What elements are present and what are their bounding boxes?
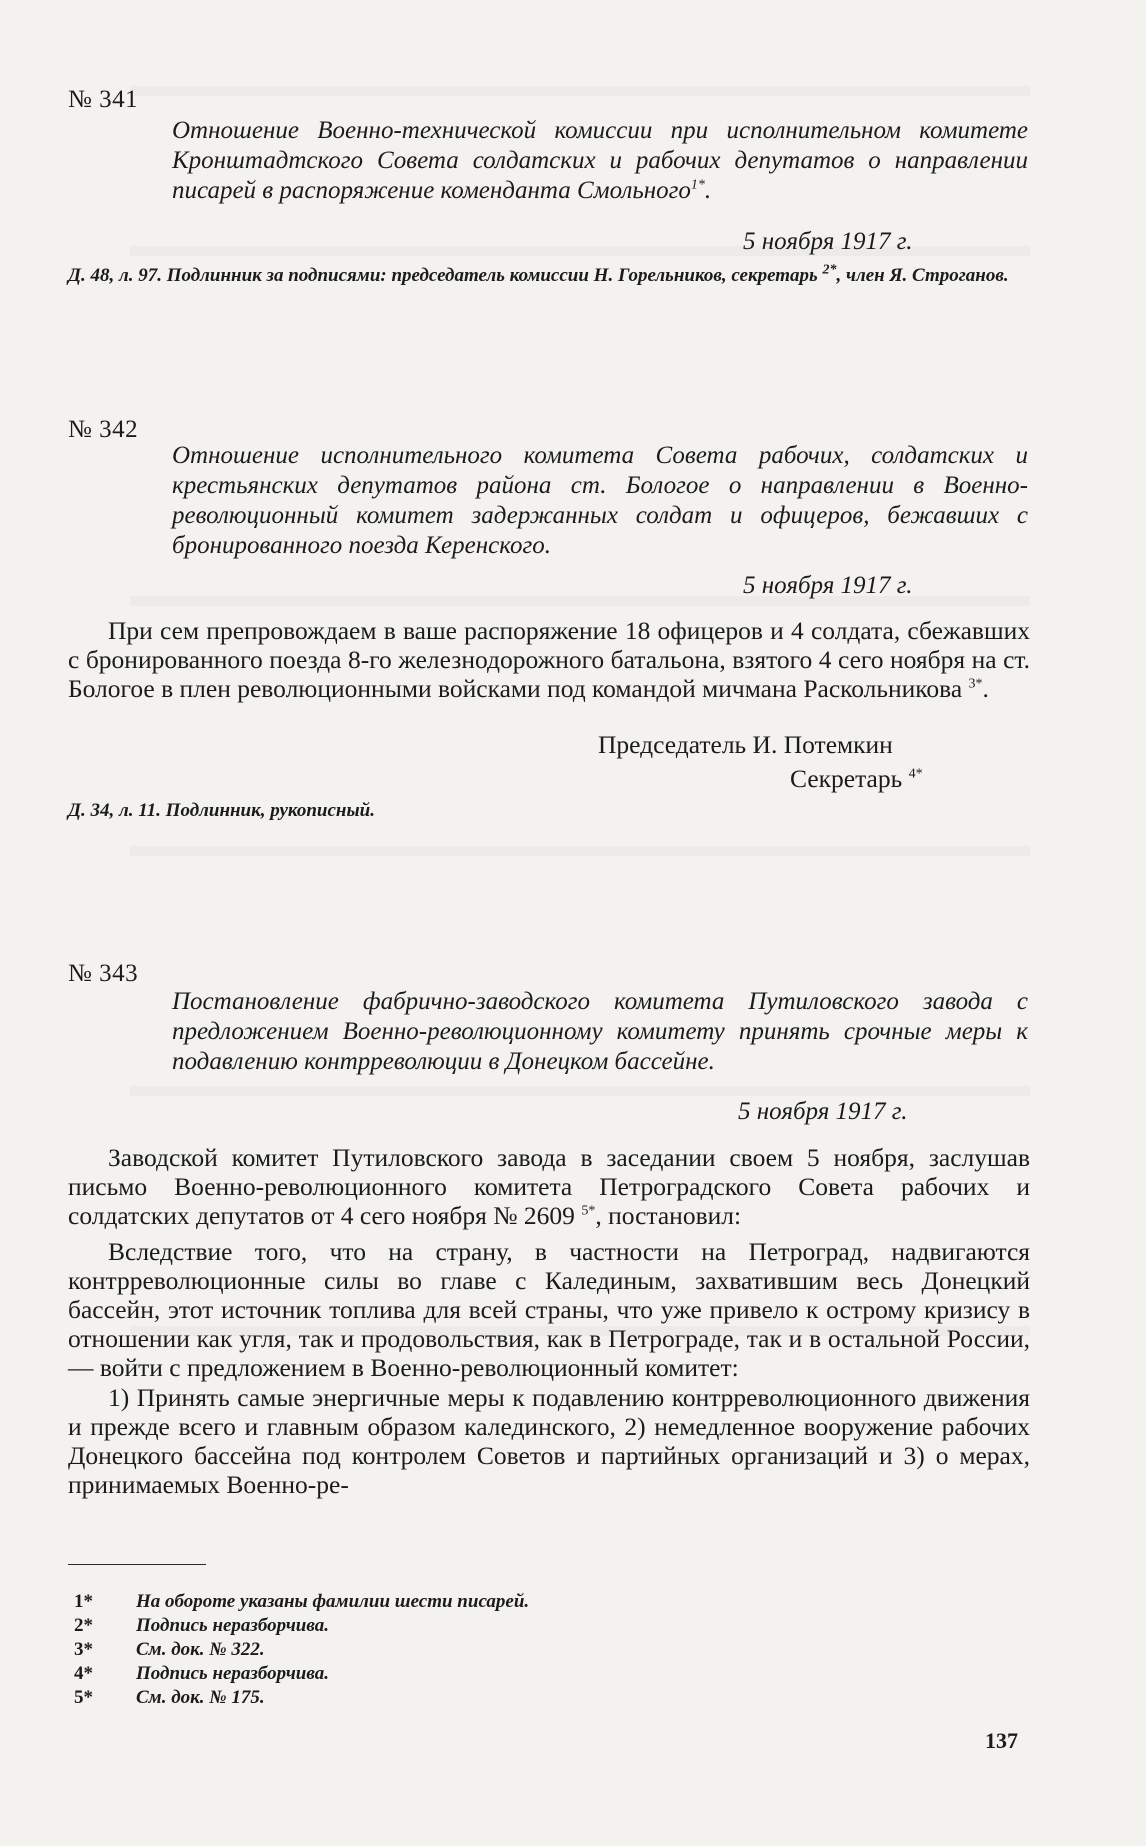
document-title: Отношение исполнительного комитета Совета рабочих, солдатских и крестьянских депутатов района ст. Бологое о направлении в Военно-революционный комитет задержанных солдат и офицеров, бежавших с бронированного поезда Керенского. xyxy=(172,442,1028,559)
bleed-through-line xyxy=(130,846,1030,856)
footnote-ref: 5* xyxy=(581,1203,596,1219)
bleed-through-line xyxy=(130,1086,1030,1096)
source-end: , член Я. Строганов. xyxy=(836,265,1009,286)
footnote-text: См. док. № 175. xyxy=(136,1687,265,1708)
signature-chairman: Председатель И. Потемкин xyxy=(598,730,893,759)
source-text: Д. 48, л. 97. Подлинник за подписями: председатель комиссии Н. Горельников, секретарь xyxy=(68,265,818,286)
footnote-ref: 1* xyxy=(690,177,705,193)
page-number: 137 xyxy=(985,1728,1018,1753)
body-paragraph: Вследствие того, что на страну, в частности на Петроград, надвигаются контрреволюционные силы во главе с Калединым, захватившим весь Донецкий бассейн, этот источник топлива для всей страны, что уже привело к острому кризису в отношении как угля, так и продовольствия, как в Петрограде, так и в остальной России,— войти с предложением в Военно-революционный комитет: xyxy=(68,1237,1030,1382)
document-body xyxy=(68,1143,1030,1499)
document-body xyxy=(68,616,1030,703)
body-paragraph xyxy=(68,1143,1030,1230)
footnote-text: Подпись неразборчива. xyxy=(136,1615,329,1636)
footnote-divider xyxy=(68,1564,206,1565)
footnote-4 xyxy=(74,1663,329,1685)
body-end: . xyxy=(982,674,989,703)
body-paragraph: 1) Принять самые энергичные меры к подавлению контрреволюционного движения и прежде всего и главным образом калединского, 2) немедленное вооружение рабочих Донецкого бассейна под контролем Советов и партийных организаций и 3) о мерах, принимаемых Военно-ре- xyxy=(68,1383,1030,1499)
signature-secretary xyxy=(790,764,923,794)
body-text: Заводской комитет Путиловского завода в заседании своем 5 ноября, заслушав письмо Военно-революционного комитета Петроградского Совета рабочих и солдатских депутатов от 4 сего ноября № 2609 xyxy=(68,1143,1030,1230)
footnote-mark: 4* xyxy=(74,1663,93,1684)
footnote-text: Подпись неразборчива. xyxy=(136,1663,329,1684)
body-text: При сем препровождаем в ваше распоряжение 18 офицеров и 4 солдата, сбежавших с бронированного поезда 8-го железнодорожного батальона, взятого 4 сего ноября на ст. Бологое в плен революционными войсками под командой мичмана Раскольникова xyxy=(68,616,1030,703)
footnote-mark: 2* xyxy=(74,1615,93,1636)
document-number: № 343 xyxy=(68,960,139,987)
footnote-mark: 1* xyxy=(74,1591,93,1612)
footnote-ref: 2* xyxy=(822,262,837,278)
footnote-2 xyxy=(74,1615,329,1637)
document-date: 5 ноября 1917 г. xyxy=(738,1098,908,1125)
bleed-through-line xyxy=(130,86,1030,96)
document-number: № 341 xyxy=(68,86,139,113)
document-date: 5 ноября 1917 г. xyxy=(743,572,913,599)
body-text: , постановил: xyxy=(595,1201,742,1230)
document-title-text: Отношение Военно-технической комиссии при исполнительном комитете Кронштадтского Совета солдатских и рабочих депутатов о направлении писарей в распоряжение коменданта Смольного xyxy=(172,117,1028,204)
signature-secretary-text: Секретарь xyxy=(790,764,903,793)
document-date: 5 ноября 1917 г. xyxy=(743,228,913,255)
footnote-mark: 3* xyxy=(74,1639,93,1660)
footnote-text: См. док. № 322. xyxy=(136,1639,265,1660)
footnote-ref: 3* xyxy=(968,676,983,692)
title-end: . xyxy=(704,177,712,204)
footnote-1 xyxy=(74,1591,529,1613)
footnote-mark: 5* xyxy=(74,1687,93,1708)
document-source xyxy=(68,263,1028,289)
footnote-text: На обороте указаны фамилии шести писарей. xyxy=(136,1591,530,1612)
footnote-ref: 4* xyxy=(908,766,923,782)
document-title: Постановление фабрично-заводского комитета Путиловского завода с предложением Военно-революционному комитету принять срочные меры к подавлению контрреволюции в Донецком бассейне. xyxy=(172,988,1028,1075)
body-paragraph xyxy=(68,616,1030,703)
footnote-3 xyxy=(74,1639,265,1661)
document-source: Д. 34, л. 11. Подлинник, рукописный. xyxy=(68,800,375,821)
footnote-5 xyxy=(74,1687,265,1709)
document-number: № 342 xyxy=(68,416,139,443)
document-title xyxy=(172,116,1028,206)
